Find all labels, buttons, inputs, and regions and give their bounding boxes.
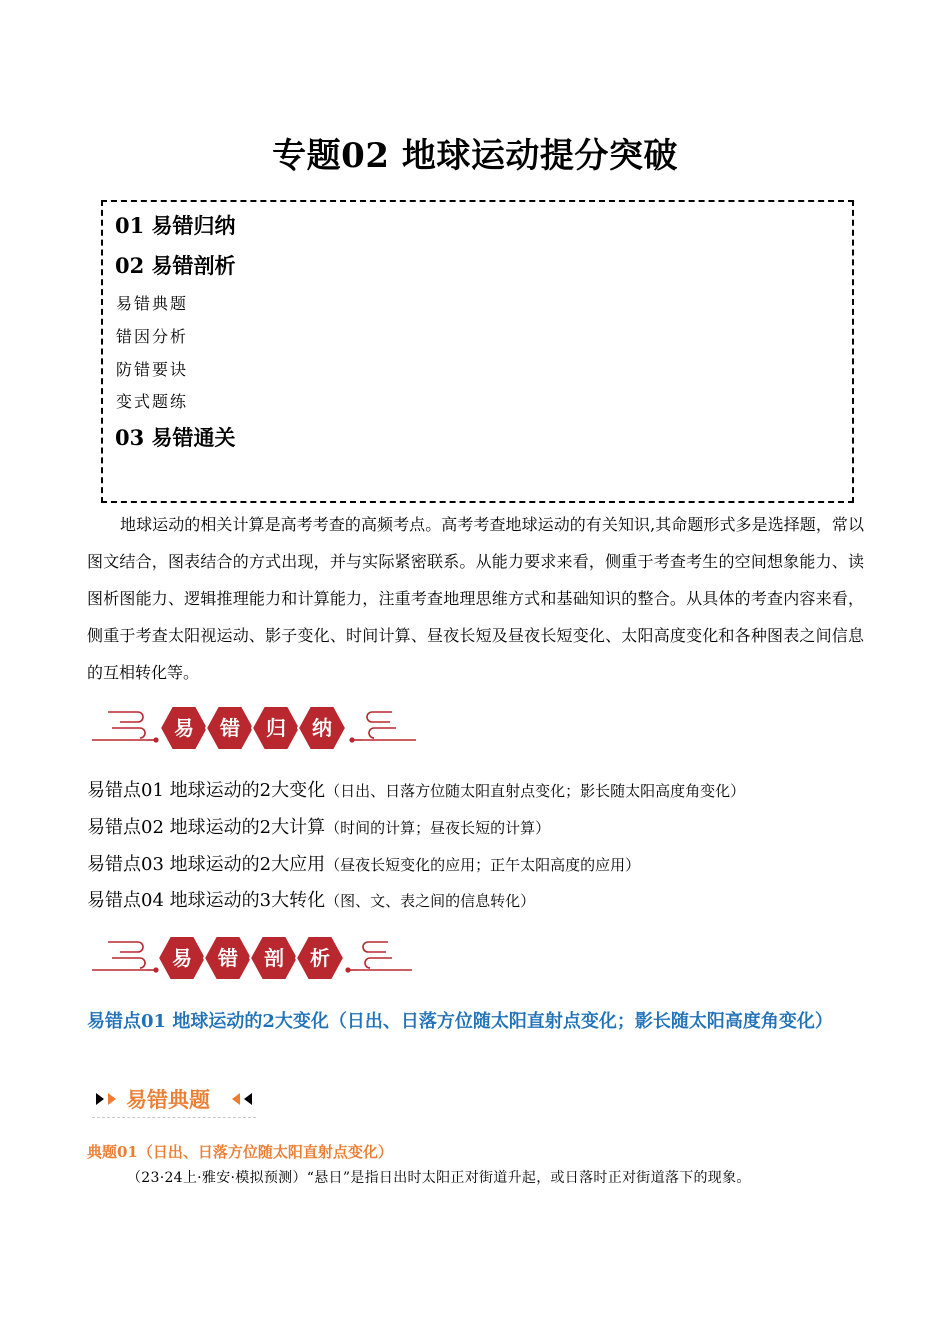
arrow-left-icon	[230, 1092, 254, 1106]
banner2-char-1: 易	[172, 946, 192, 970]
error-point-3	[87, 850, 640, 876]
section-banner-summary	[90, 700, 430, 760]
example-tag-label: 易错典题	[126, 1088, 210, 1112]
error-point-3-main: 易错点03 地球运动的2大应用	[87, 854, 326, 875]
banner1-char-4: 纳	[312, 716, 332, 740]
banner2-char-4: 析	[310, 946, 330, 970]
error-point-4	[87, 886, 535, 912]
banner2-char-2: 错	[218, 946, 238, 970]
error-point-1-main: 易错点01 地球运动的2大变化	[87, 780, 326, 801]
banner1-char-2: 错	[220, 716, 240, 740]
section-heading: 易错点01 地球运动的2大变化（日出、日落方位随太阳直射点变化；影长随太阳高度角变化）	[87, 1011, 833, 1032]
error-point-1-detail: （日出、日落方位随太阳直射点变化；影长随太阳高度角变化）	[325, 782, 746, 800]
error-point-4-detail: （图、文、表之间的信息转化）	[325, 892, 536, 910]
toc-subitem-4[interactable]: 变式题练	[116, 392, 189, 411]
toc-subitem-2[interactable]: 错因分析	[116, 327, 189, 346]
section-banner-analysis	[90, 930, 430, 990]
page-title: 专题02 地球运动提分突破	[272, 136, 678, 176]
banner2-char-3: 剖	[264, 946, 284, 970]
example-tag	[92, 1082, 256, 1118]
table-of-contents	[101, 200, 854, 503]
error-point-3-detail: （昼夜长短变化的应用；正午太阳高度的应用）	[325, 856, 641, 874]
error-point-2-detail: （时间的计算；昼夜长短的计算）	[325, 819, 551, 837]
example-title: 典题01（日出、日落方位随太阳直射点变化）	[87, 1143, 393, 1161]
error-point-4-main: 易错点04 地球运动的3大转化	[87, 890, 326, 911]
toc-subitem-3[interactable]: 防错要诀	[116, 360, 189, 379]
banner1-char-1: 易	[174, 716, 194, 740]
banner1-char-3: 归	[266, 716, 286, 740]
error-point-2	[87, 813, 550, 839]
arrow-right-icon	[96, 1092, 126, 1106]
error-point-1	[87, 776, 745, 802]
toc-item-1[interactable]: 01 易错归纳	[115, 213, 236, 238]
example-body: （23·24上·雅安·模拟预测）“悬日”是指日出时太阳正对街道升起，或日落时正对街道落下的现象。	[127, 1170, 751, 1186]
toc-item-3[interactable]: 03 易错通关	[115, 425, 236, 450]
error-point-2-main: 易错点02 地球运动的2大计算	[87, 817, 326, 838]
intro-paragraph: 地球运动的相关计算是高考考查的高频考点。高考考查地球运动的有关知识,其命题形式多是选择题，常以图文结合，图表结合的方式出现，并与实际紧密联系。从能力要求来看，侧重于考查考生的空间想象能力、读图析图能力、逻辑推理能力和计算能力，注重考查地理思维方式和基础知识的整合。从具体的考查内容来看，侧重于考查太阳视运动、影子变化、时间计算、昼夜长短及昼夜长短变化、太阳高度变化和各种图表之间信息的互相转化等。	[87, 515, 864, 682]
toc-subitem-1[interactable]: 易错典题	[116, 294, 189, 313]
toc-item-2[interactable]: 02 易错剖析	[115, 253, 236, 278]
